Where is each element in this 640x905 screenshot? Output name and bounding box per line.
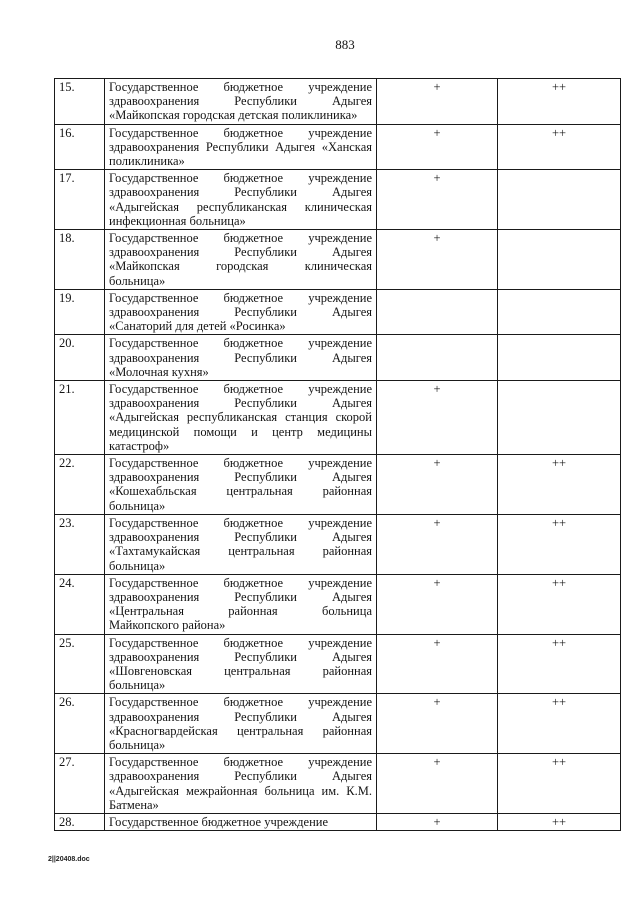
institution-name-line: «Адыгейская межрайонная больница им. К.М. (109, 783, 372, 798)
mark-column-4: ++ (498, 574, 621, 634)
institution-name-line: поликлиника» (109, 154, 185, 169)
mark-column-3: + (377, 230, 498, 290)
institution-name-line: Государственное бюджетное учреждение (109, 635, 372, 650)
table-row (55, 455, 621, 515)
institution-name (105, 124, 377, 170)
institution-name-line: «Красногвардейская центральная районная (109, 723, 372, 738)
table-row (55, 574, 621, 634)
institution-name-line: больница» (109, 558, 166, 573)
row-number: 26. (55, 694, 105, 754)
row-number: 19. (55, 289, 105, 335)
institution-name-line: Батмена» (109, 797, 159, 812)
institution-name-line: «Центральная районная больница (109, 604, 372, 619)
institution-name (105, 634, 377, 694)
institution-name-line: «Адыгейская республиканская станция скорой (109, 410, 372, 425)
mark-column-4: ++ (498, 634, 621, 694)
institution-name-line: катастроф» (109, 438, 170, 453)
mark-column-3: + (377, 79, 498, 125)
institution-name-line: здравоохранения Республики Адыгея (109, 350, 372, 365)
row-number: 17. (55, 170, 105, 230)
institution-name-line: Государственное бюджетное учреждение (109, 755, 372, 770)
institution-name-line: здравоохранения Республики Адыгея «Ханская (109, 139, 372, 154)
institution-name-line: здравоохранения Республики Адыгея (109, 589, 372, 604)
institution-name-line: больница» (109, 498, 166, 513)
institution-name-line: здравоохранения Республики Адыгея (109, 649, 372, 664)
institution-name (105, 514, 377, 574)
institution-name-line: здравоохранения Республики Адыгея (109, 245, 372, 260)
institutions-table-body (55, 79, 621, 831)
institution-name-line: «Кошехабльская центральная районная (109, 484, 372, 499)
institution-name-line: Государственное бюджетное учреждение (109, 80, 372, 94)
institution-name-line: здравоохранения Республики Адыгея (109, 530, 372, 545)
mark-column-3: + (377, 813, 498, 830)
table-row (55, 124, 621, 170)
institution-name (105, 335, 377, 381)
table-row (55, 79, 621, 125)
mark-column-4 (498, 289, 621, 335)
row-number: 16. (55, 124, 105, 170)
mark-column-4: ++ (498, 124, 621, 170)
institution-name (105, 754, 377, 814)
institution-name-line: «Майкопская городская детская поликлиника» (109, 108, 358, 123)
mark-column-3: + (377, 455, 498, 515)
institution-name-line: Государственное бюджетное учреждение (109, 231, 372, 246)
institution-name (105, 170, 377, 230)
page-number: 883 (335, 37, 355, 52)
institution-name-line: здравоохранения Республики Адыгея (109, 769, 372, 784)
institution-name-line: здравоохранения Республики Адыгея (109, 470, 372, 485)
institution-name-line: Государственное бюджетное учреждение (109, 125, 372, 140)
institution-name-line: «Майкопская городская клиническая (109, 259, 372, 274)
table-row (55, 381, 621, 455)
institution-name-line: «Адыгейская республиканская клиническая (109, 199, 372, 214)
mark-column-3: + (377, 754, 498, 814)
table-row (55, 230, 621, 290)
row-number: 24. (55, 574, 105, 634)
mark-column-3 (377, 335, 498, 381)
table-row (55, 514, 621, 574)
table-row (55, 289, 621, 335)
institution-name-line: «Санаторий для детей «Росинка» (109, 319, 286, 334)
mark-column-4 (498, 230, 621, 290)
institution-name-line: медицинской помощи и центр медицины (109, 424, 372, 439)
mark-column-4: ++ (498, 754, 621, 814)
institution-name-line: «Тахтамукайская центральная районная (109, 544, 372, 559)
mark-column-4 (498, 170, 621, 230)
institution-name-line: Государственное бюджетное учреждение (109, 575, 372, 590)
institution-name-line: Государственное бюджетное учреждение (109, 695, 372, 710)
table-row (55, 634, 621, 694)
institution-name-line: больница» (109, 737, 166, 752)
institution-name (105, 230, 377, 290)
institution-name-line: здравоохранения Республики Адыгея (109, 185, 372, 200)
row-number: 25. (55, 634, 105, 694)
table-row (55, 813, 621, 830)
table-row (55, 694, 621, 754)
mark-column-3: + (377, 634, 498, 694)
mark-column-3: + (377, 694, 498, 754)
table-row (55, 754, 621, 814)
institution-name-line: Государственное бюджетное учреждение (109, 456, 372, 471)
institution-name-line: Государственное бюджетное учреждение (109, 290, 372, 305)
mark-column-4 (498, 335, 621, 381)
institution-name-line: здравоохранения Республики Адыгея (109, 396, 372, 411)
mark-column-4: ++ (498, 79, 621, 125)
institution-name (105, 79, 377, 125)
institution-name-line: Государственное бюджетное учреждение (109, 382, 372, 397)
institution-name-line: больница» (109, 678, 166, 693)
row-number: 22. (55, 455, 105, 515)
institution-name (105, 574, 377, 634)
mark-column-3: + (377, 124, 498, 170)
mark-column-3 (377, 289, 498, 335)
row-number: 27. (55, 754, 105, 814)
row-number: 21. (55, 381, 105, 455)
mark-column-3: + (377, 514, 498, 574)
table-row (55, 170, 621, 230)
row-number: 20. (55, 335, 105, 381)
mark-column-4: ++ (498, 455, 621, 515)
institution-name-line: «Молочная кухня» (109, 364, 209, 379)
row-number: 15. (55, 79, 105, 125)
row-number: 23. (55, 514, 105, 574)
institutions-table (54, 78, 621, 831)
institution-name (105, 381, 377, 455)
mark-column-4: ++ (498, 694, 621, 754)
mark-column-4: ++ (498, 813, 621, 830)
institution-name-line: больница» (109, 273, 166, 288)
table-row (55, 335, 621, 381)
institution-name-line: Государственное бюджетное учреждение (109, 515, 372, 530)
mark-column-4 (498, 381, 621, 455)
mark-column-4: ++ (498, 514, 621, 574)
institution-name-line: Майкопского района» (109, 618, 226, 633)
document-filename: 2||20408.doc (48, 856, 90, 863)
institution-name-line: Государственное бюджетное учреждение (109, 171, 372, 186)
row-number: 18. (55, 230, 105, 290)
institution-name-line: инфекционная больница» (109, 213, 246, 228)
institution-name (105, 289, 377, 335)
institution-name-line: «Шовгеновская центральная районная (109, 663, 372, 678)
institution-name-line: здравоохранения Республики Адыгея (109, 94, 372, 109)
institution-name-line: здравоохранения Республики Адыгея (109, 709, 372, 724)
institution-name-line: Государственное бюджетное учреждение (109, 814, 329, 829)
mark-column-3: + (377, 381, 498, 455)
institution-name (105, 694, 377, 754)
mark-column-3: + (377, 574, 498, 634)
row-number: 28. (55, 813, 105, 830)
institution-name (105, 813, 377, 830)
mark-column-3: + (377, 170, 498, 230)
institution-name (105, 455, 377, 515)
institution-name-line: Государственное бюджетное учреждение (109, 336, 372, 351)
institution-name-line: здравоохранения Республики Адыгея (109, 305, 372, 320)
